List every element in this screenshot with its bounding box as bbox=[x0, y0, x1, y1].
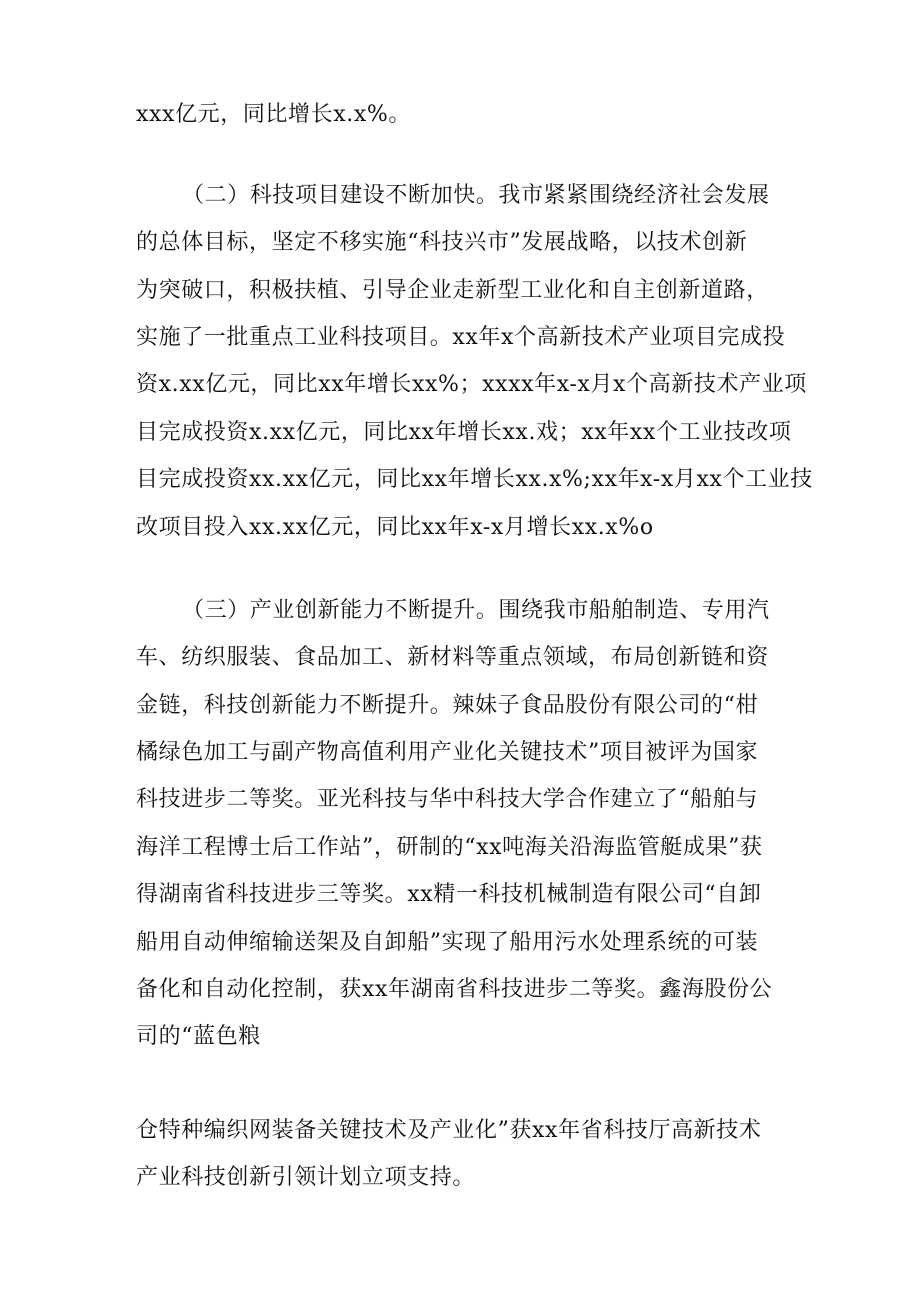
text-line: 改项目投入xx.xx亿元，同比xx年x-x月增长xx.x%o bbox=[136, 515, 654, 540]
text-line: 仓特种编织网装备关键技术及产业化”获xx年省科技厅高新技术 bbox=[136, 1118, 762, 1143]
text-line: 实施了一批重点工业科技项目。xx年x个高新技术产业项目完成投 bbox=[136, 325, 786, 350]
text-line: 车、纺织服装、食品加工、新材料等重点领域，布局创新链和资 bbox=[136, 645, 769, 670]
text-line: 资x.xx亿元，同比xx年增长xx%；xxxx年x-x月x个高新技术产业项 bbox=[136, 372, 807, 397]
text-line: 海洋工程博士后工作站”，研制的“xx吨海关沿海监管艇成果”获 bbox=[136, 835, 763, 860]
text-line: 得湖南省科技进步三等奖。xx精一科技机械制造有限公司“自卸 bbox=[136, 882, 762, 907]
text-line: 备化和自动化控制，获xx年湖南省科技进步二等奖。鑫海股份公 bbox=[136, 977, 773, 1002]
text-line: 目完成投资xx.xx亿元，同比xx年增长xx.x%;xx年x-x月xx个工业技 bbox=[136, 467, 813, 492]
text-line: 船用自动伸缩输送架及自卸船”实现了船用污水处理系统的可装 bbox=[136, 930, 759, 955]
text-line: 金链，科技创新能力不断提升。辣妹子食品股份有限公司的“柑 bbox=[136, 693, 759, 718]
text-line: 橘绿色加工与副产物高值利用产业化关键技术”项目被评为国家 bbox=[136, 740, 759, 765]
text-line: 的总体目标，坚定不移实施“科技兴市”发展战略，以技术创新 bbox=[136, 230, 748, 255]
text-line: 目完成投资x.xx亿元，同比xx年增长xx.戏；xx年xx个工业技改项 bbox=[136, 420, 792, 445]
text-line: 司的“蓝色粮 bbox=[136, 1024, 261, 1049]
text-line: （三）产业创新能力不断提升。围绕我市船舶制造、专用汽 bbox=[182, 598, 770, 623]
text-line: （二）科技项目建设不断加快。我市紧紧围绕经济社会发展 bbox=[182, 183, 770, 208]
text-line: xxx亿元，同比增长x.x%。 bbox=[136, 102, 411, 127]
text-line: 为突破口，积极扶植、引导企业走新型工业化和自主创新道路， bbox=[136, 278, 769, 303]
text-line: 产业科技创新引领计划立项支持。 bbox=[136, 1165, 476, 1190]
text-line: 科技进步二等奖。亚光科技与华中科技大学合作建立了“船舶与 bbox=[136, 787, 759, 812]
